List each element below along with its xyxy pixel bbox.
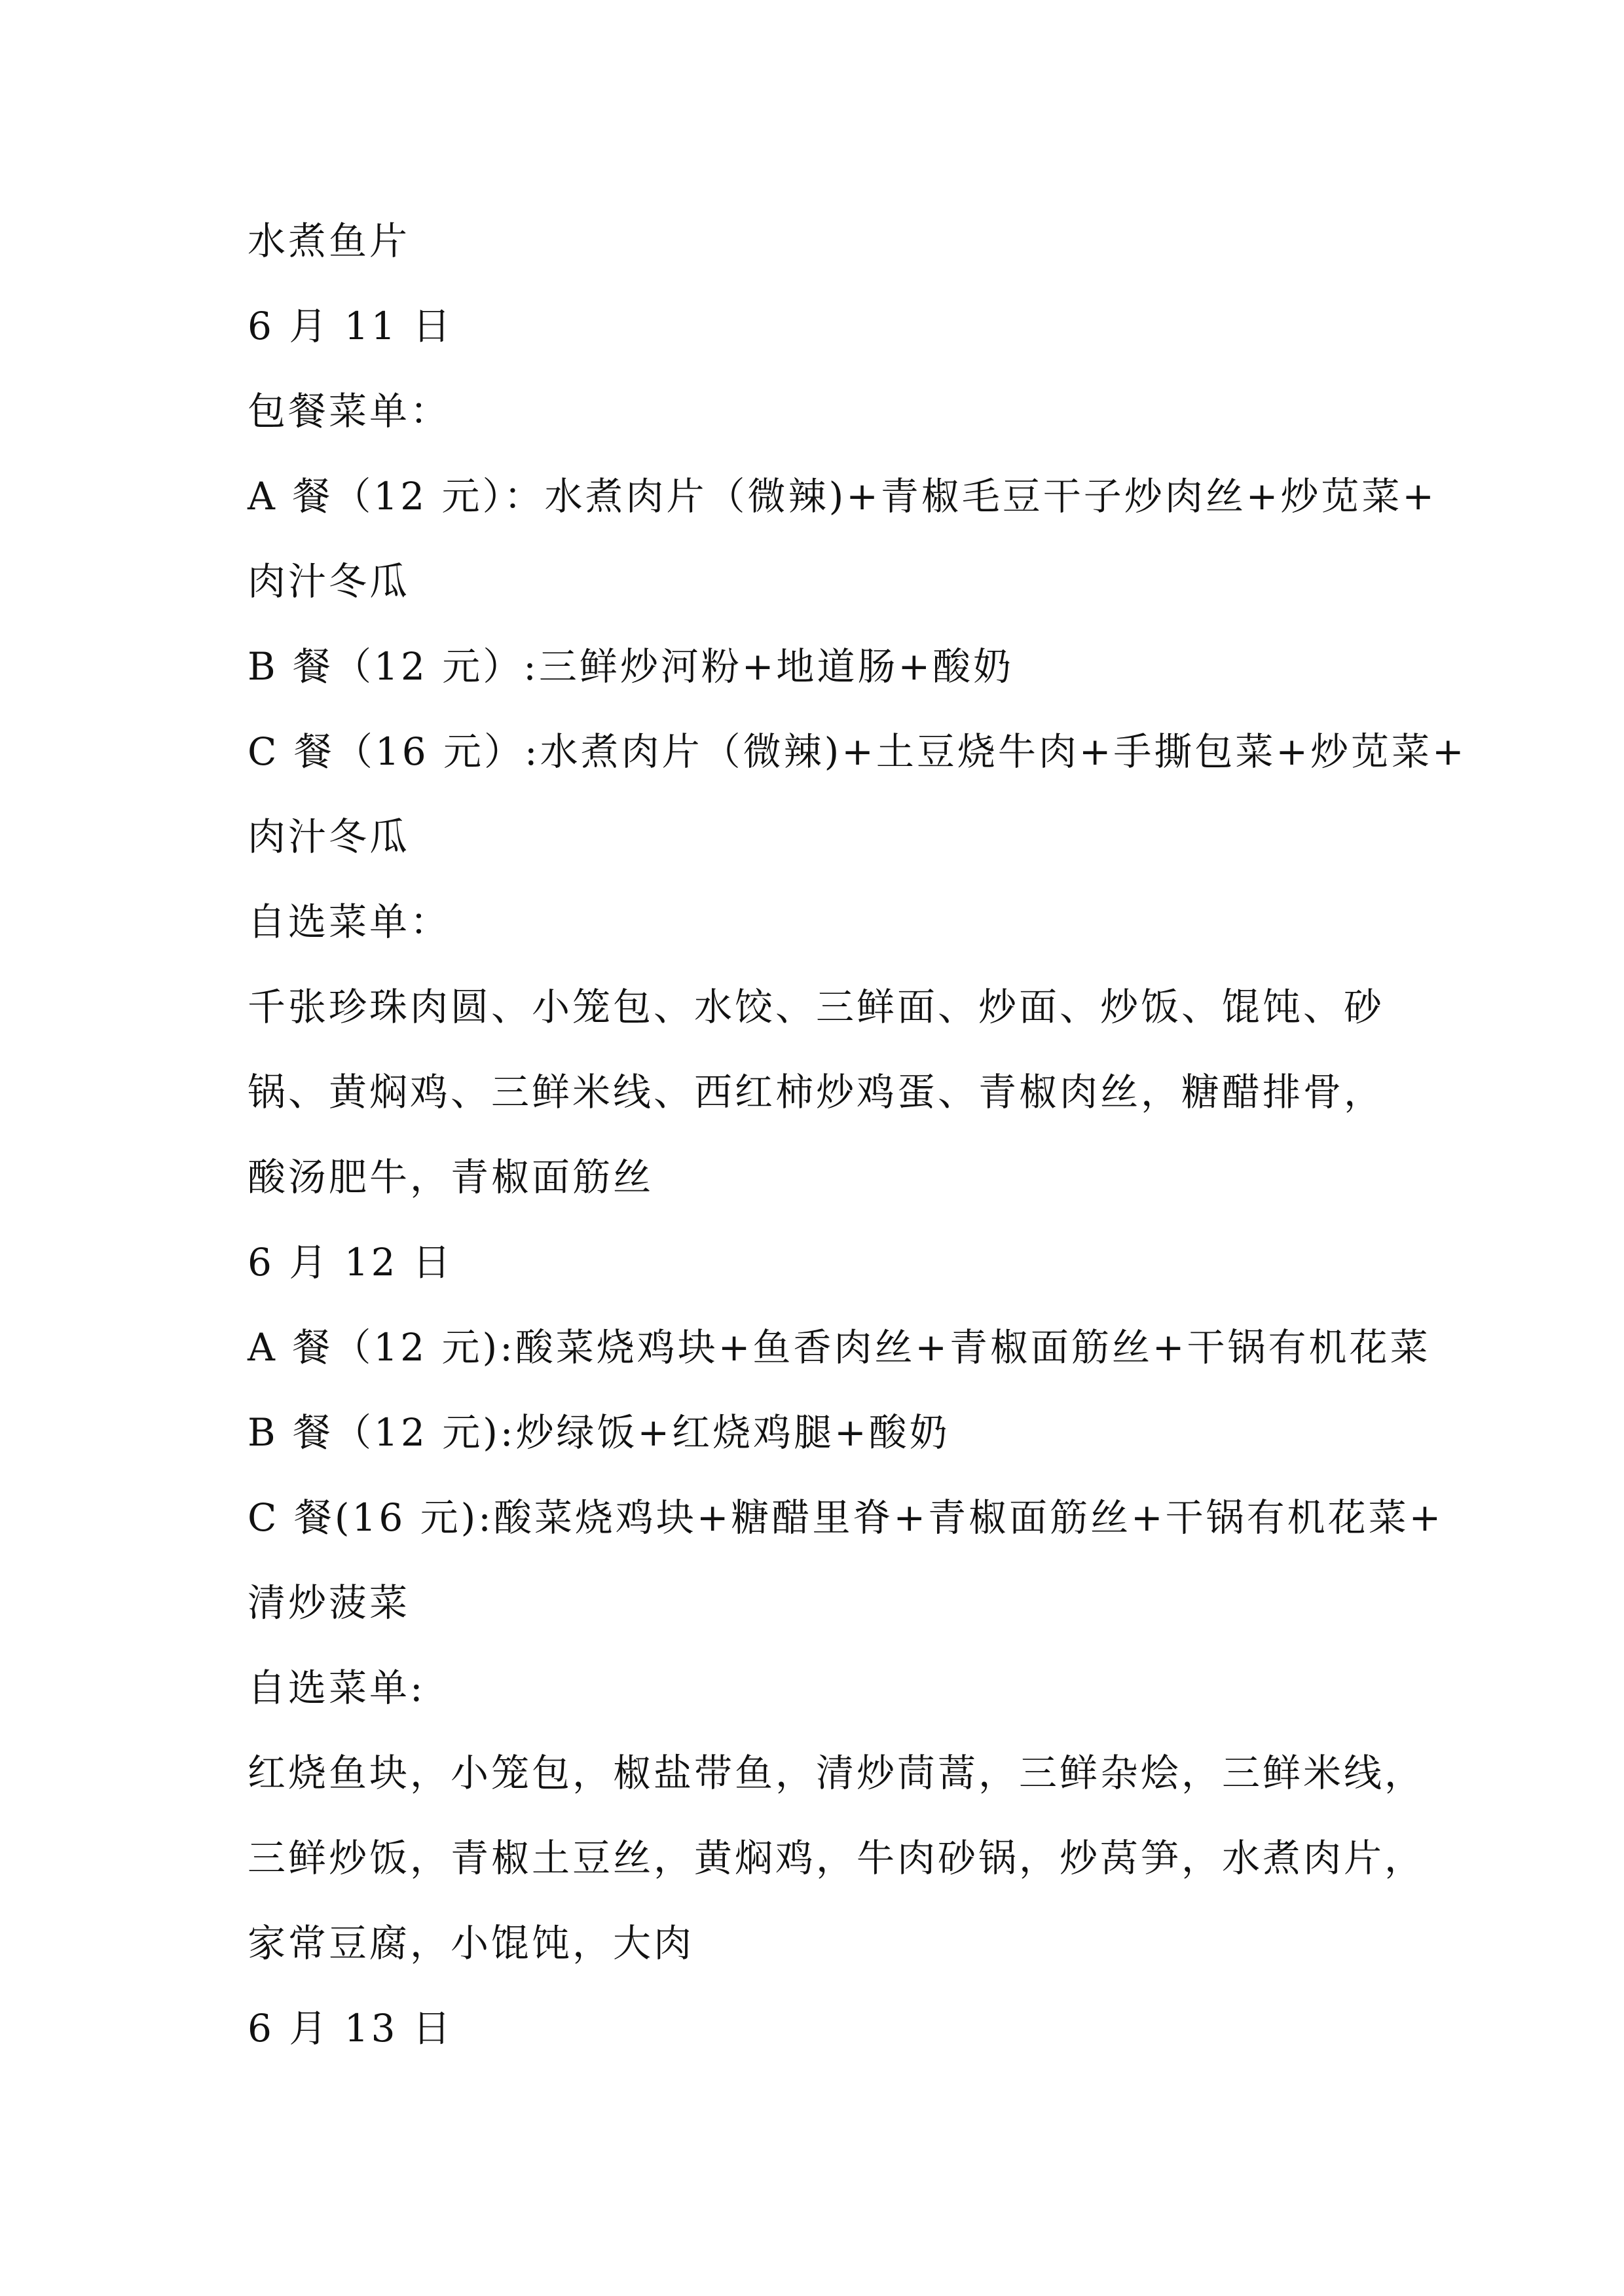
section-heading: 自选菜单: bbox=[248, 1666, 426, 1710]
date-heading: 6 月 11 日 bbox=[248, 304, 454, 348]
menu-item-line: A 餐（12 元):酸菜烧鸡块+鱼香肉丝+青椒面筋丝+干锅有机花菜 bbox=[248, 1325, 1431, 1370]
document-body bbox=[248, 208, 1467, 2081]
menu-item-line: 肉汁冬瓜 bbox=[248, 559, 411, 604]
date-heading: 6 月 12 日 bbox=[248, 1240, 454, 1285]
menu-item-line: B 餐（12 元）:三鲜炒河粉+地道肠+酸奶 bbox=[248, 644, 1014, 689]
section-heading: 自选菜单： bbox=[248, 900, 451, 944]
section-heading: 包餐菜单： bbox=[248, 389, 451, 433]
menu-item-line: 清炒菠菜 bbox=[248, 1580, 411, 1625]
menu-item-line: 锅、黄焖鸡、三鲜米线、西红柿炒鸡蛋、青椒肉丝，糖醋排骨， bbox=[248, 1070, 1385, 1114]
menu-item-line: 家常豆腐，小馄饨，大肉 bbox=[248, 1921, 695, 1965]
text-line: 水煮鱼片 bbox=[248, 219, 411, 263]
menu-item-line: 肉汁冬瓜 bbox=[248, 814, 411, 859]
menu-item-line: A 餐（12 元）：水煮肉片（微辣)+青椒毛豆干子炒肉丝+炒苋菜+ bbox=[248, 474, 1437, 519]
menu-item-line: 酸汤肥牛，青椒面筋丝 bbox=[248, 1155, 654, 1199]
menu-item-line: C 餐（16 元）:水煮肉片（微辣)+土豆烧牛肉+手撕包菜+炒苋菜+ bbox=[248, 729, 1467, 774]
menu-item-line: 红烧鱼块，小笼包，椒盐带鱼，清炒茼蒿，三鲜杂烩，三鲜米线， bbox=[248, 1751, 1426, 1795]
date-heading: 6 月 13 日 bbox=[248, 2006, 454, 2050]
menu-item-line: B 餐（12 元):炒绿饭+红烧鸡腿+酸奶 bbox=[248, 1410, 950, 1455]
menu-item-line: C 餐(16 元):酸菜烧鸡块+糖醋里脊+青椒面筋丝+干锅有机花菜+ bbox=[248, 1495, 1444, 1540]
menu-item-line: 三鲜炒饭，青椒土豆丝，黄焖鸡，牛肉砂锅，炒莴笋，水煮肉片， bbox=[248, 1836, 1426, 1880]
menu-item-line: 千张珍珠肉圆、小笼包、水饺、三鲜面、炒面、炒饭、馄饨、砂 bbox=[248, 985, 1385, 1029]
